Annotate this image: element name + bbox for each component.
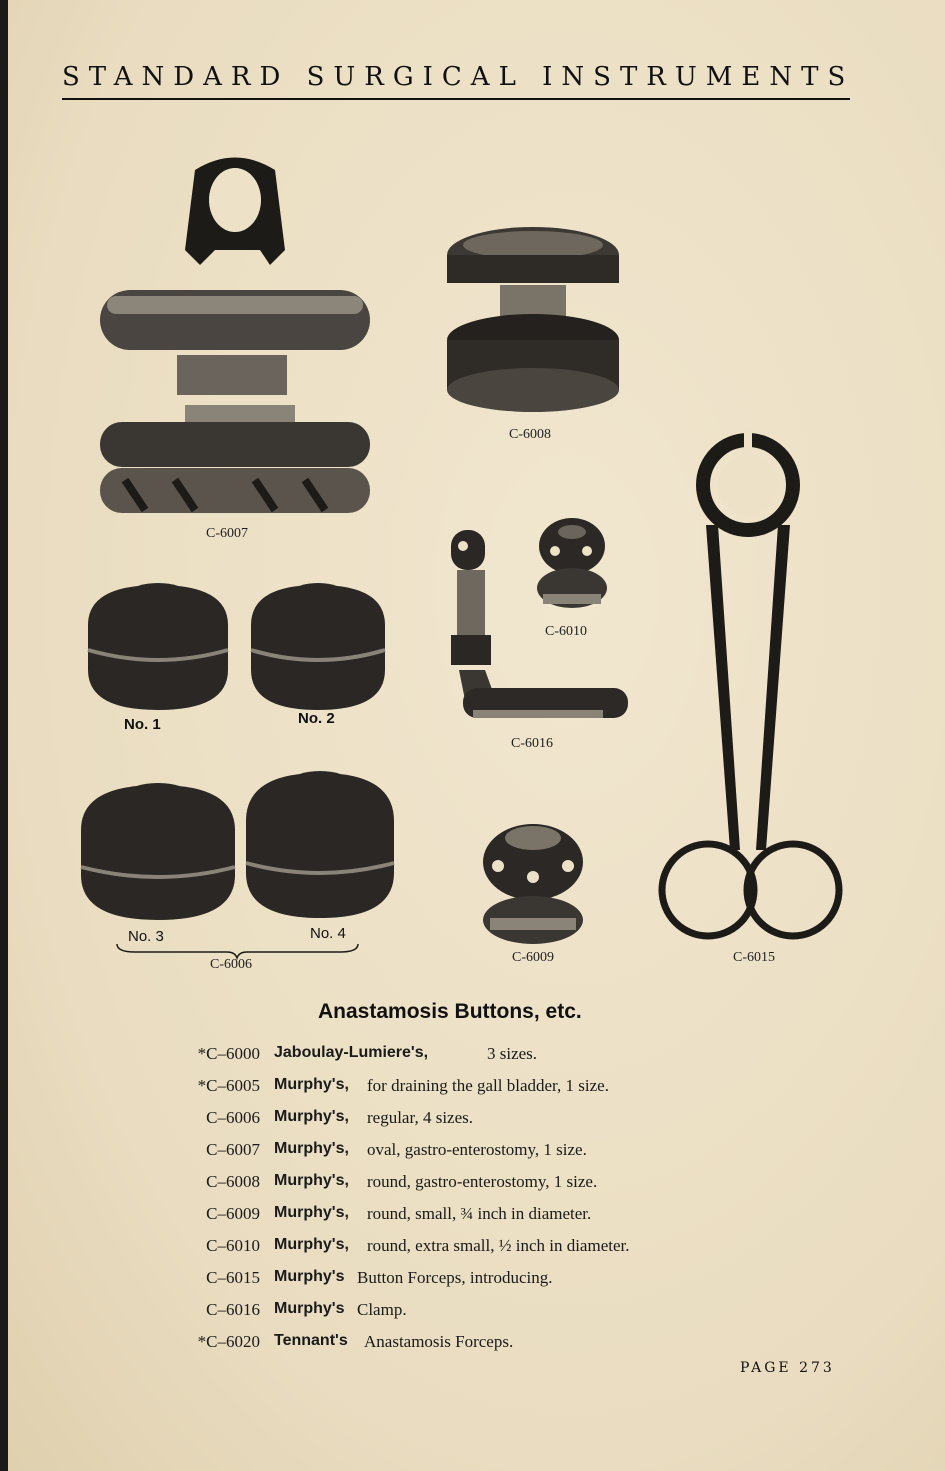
list-item: [180, 1268, 800, 1300]
list-item: [180, 1076, 800, 1108]
murphy-button-no3: [73, 775, 243, 925]
item-name: Murphy's,: [274, 1140, 349, 1157]
section-title: Anastamosis Buttons, etc.: [318, 1000, 582, 1023]
small-button-illustration: [478, 822, 588, 947]
murphy-button-no4: [240, 763, 400, 923]
figure-label-c6007: C-6007: [206, 526, 248, 541]
size-label-no1: No. 1: [124, 716, 161, 733]
oval-button-illustration: [95, 150, 375, 520]
item-desc: round, gastro-enterostomy, 1 size.: [367, 1172, 598, 1191]
item-desc: Clamp.: [357, 1300, 407, 1319]
item-desc: 3 sizes.: [487, 1044, 538, 1063]
list-item: [180, 1044, 800, 1076]
page-title: STANDARD SURGICAL INSTRUMENTS: [62, 62, 855, 92]
item-desc: Anastamosis Forceps.: [364, 1332, 514, 1351]
item-name: Murphy's,: [274, 1076, 349, 1093]
button-forceps-illustration: [648, 430, 848, 950]
figure-label-c6010: C-6010: [545, 624, 587, 639]
item-code: *C–6000: [197, 1044, 260, 1063]
list-item: [180, 1300, 800, 1332]
page-header: [62, 62, 855, 94]
item-name: Murphy's,: [274, 1204, 349, 1221]
item-desc: round, extra small, ½ inch in diameter.: [367, 1236, 630, 1255]
list-item: [180, 1172, 800, 1204]
item-name: Murphy's,: [274, 1236, 349, 1253]
list-item: [180, 1204, 800, 1236]
size-label-no3: No. 3: [128, 928, 164, 945]
figure-label-c6016: C-6016: [511, 736, 553, 751]
item-desc: for draining the gall bladder, 1 size.: [367, 1076, 609, 1095]
item-code: C–6008: [206, 1172, 260, 1191]
item-code: C–6016: [206, 1300, 260, 1319]
list-item: [180, 1140, 800, 1172]
murphy-button-no2: [243, 575, 393, 715]
clamp-illustration: [443, 530, 628, 730]
list-item: [180, 1108, 800, 1140]
item-name: Murphy's: [274, 1300, 345, 1317]
item-name: Jaboulay-Lumiere's,: [274, 1044, 429, 1061]
item-code: *C–6005: [197, 1076, 260, 1095]
item-code: C–6010: [206, 1236, 260, 1255]
size-label-no4: No. 4: [310, 925, 346, 942]
item-code: C–6006: [206, 1108, 260, 1127]
item-code: *C–6020: [197, 1332, 260, 1351]
item-name: Murphy's: [274, 1268, 345, 1285]
figure-label-c6015: C-6015: [733, 950, 775, 965]
item-name: Murphy's,: [274, 1108, 349, 1125]
murphy-button-no1: [78, 575, 238, 715]
figure-label-c6008: C-6008: [509, 427, 551, 442]
item-code: C–6009: [206, 1204, 260, 1223]
size-label-no2: No. 2: [298, 710, 335, 727]
figure-label-c6009: C-6009: [512, 950, 554, 965]
item-list: [180, 1044, 800, 1364]
item-desc: regular, 4 sizes.: [367, 1108, 474, 1127]
item-code: C–6015: [206, 1268, 260, 1287]
page-number: PAGE 273: [740, 1360, 835, 1376]
item-name: Tennant's: [274, 1332, 348, 1349]
header-rule: [62, 98, 850, 100]
figure-label-c6006: C-6006: [210, 957, 252, 972]
round-button-illustration: [445, 225, 620, 415]
item-name: Murphy's,: [274, 1172, 349, 1189]
item-code: C–6007: [206, 1140, 260, 1159]
item-desc: oval, gastro-enterostomy, 1 size.: [367, 1140, 587, 1159]
list-item: [180, 1236, 800, 1268]
item-desc: round, small, ¾ inch in diameter.: [367, 1204, 592, 1223]
item-desc: Button Forceps, introducing.: [357, 1268, 553, 1287]
list-item: [180, 1332, 800, 1364]
